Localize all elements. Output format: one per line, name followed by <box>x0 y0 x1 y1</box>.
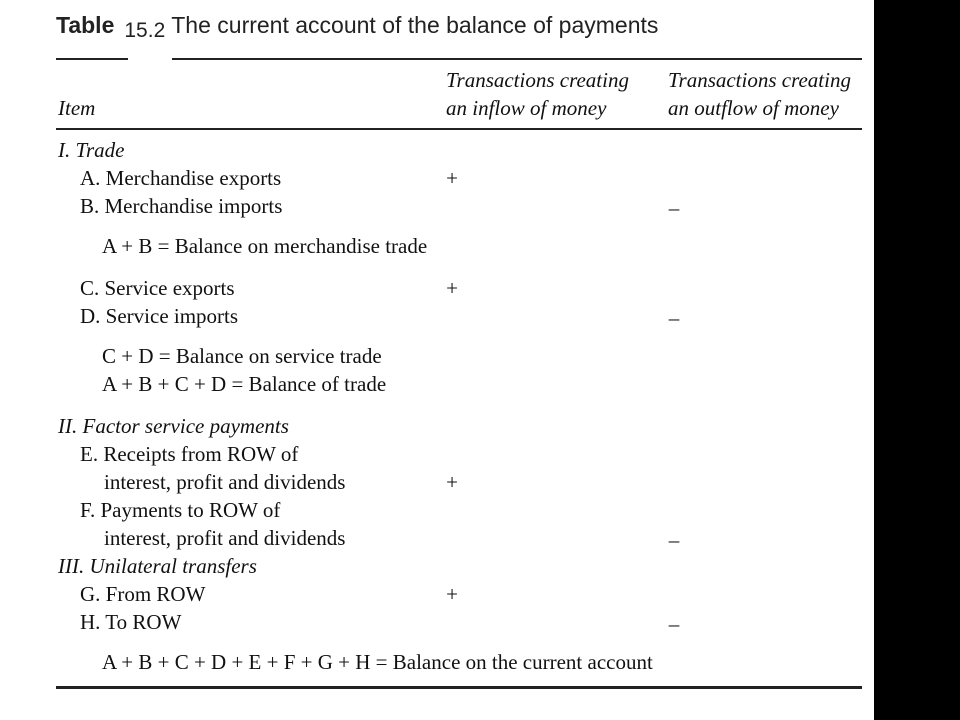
table-row: interest, profit and dividends <box>104 470 346 494</box>
inflow-mark: + <box>446 276 458 300</box>
table-row: G. From ROW <box>80 582 206 606</box>
table-row: A. Merchandise exports <box>80 166 282 190</box>
section-heading: III. Unilateral transfers <box>58 554 257 578</box>
outflow-mark: – <box>668 528 680 552</box>
table-title: The current account of the balance of payments <box>171 12 659 38</box>
header-item: Item <box>58 96 96 120</box>
balance-row: A + B = Balance on merchandise trade <box>102 234 428 258</box>
table-label: Table <box>56 12 115 38</box>
header-outflow-line1: Transactions creating <box>668 68 851 92</box>
header-rule <box>56 128 862 130</box>
table-row: D. Service imports <box>80 304 239 328</box>
inflow-mark: + <box>446 470 458 494</box>
title-rule-short <box>56 58 128 60</box>
table-row: B. Merchandise imports <box>80 194 283 218</box>
outflow-mark: – <box>668 306 680 330</box>
inflow-mark: + <box>446 166 458 190</box>
section-heading: I. Trade <box>58 138 125 162</box>
inflow-mark: + <box>446 582 458 606</box>
outflow-mark: – <box>668 196 680 220</box>
table-number: 15.2 <box>124 19 166 42</box>
balance-row: A + B + C + D = Balance of trade <box>102 372 387 396</box>
outflow-mark: – <box>668 612 680 636</box>
balance-row: C + D = Balance on service trade <box>102 344 382 368</box>
section-heading: II. Factor service payments <box>58 414 289 438</box>
table-row: C. Service exports <box>80 276 235 300</box>
table-row: F. Payments to ROW of <box>80 498 281 522</box>
header-outflow-line2: an outflow of money <box>668 96 839 120</box>
bottom-rule <box>56 686 862 689</box>
header-inflow-line1: Transactions creating <box>446 68 629 92</box>
title-rule-long <box>172 58 862 60</box>
table-row: interest, profit and dividends <box>104 526 346 550</box>
balance-row: A + B + C + D + E + F + G + H = Balance on the current account <box>102 650 653 674</box>
black-side-bar <box>874 0 960 720</box>
table-row: H. To ROW <box>80 610 182 634</box>
table-row: E. Receipts from ROW of <box>80 442 299 466</box>
header-inflow-line2: an inflow of money <box>446 96 607 120</box>
table-caption <box>56 12 659 42</box>
